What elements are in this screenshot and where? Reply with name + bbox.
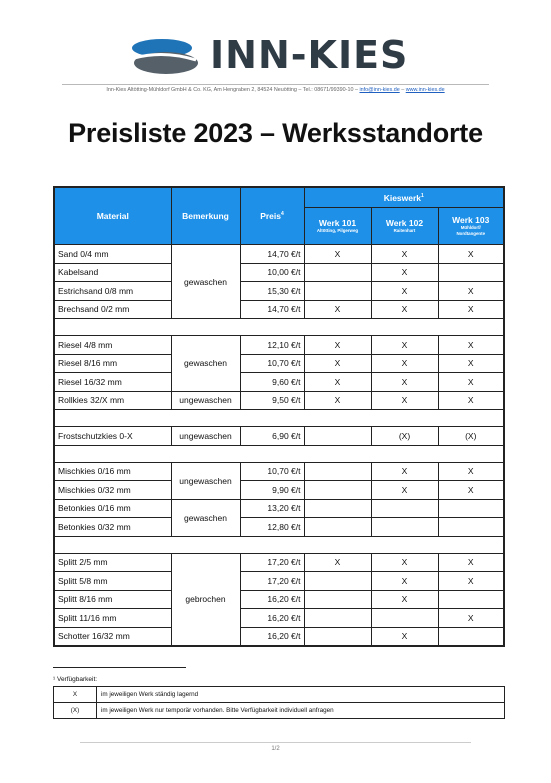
material-cell: Riesel 8/16 mm (54, 354, 171, 373)
price-cell: 16,20 €/t (240, 590, 304, 609)
werk102-cell: X (371, 373, 438, 392)
werk103-cell (438, 590, 504, 609)
price-cell: 6,90 €/t (240, 427, 304, 446)
table-row (54, 336, 504, 355)
werk101-cell (304, 427, 371, 446)
werk103-cell (438, 499, 504, 518)
material-cell: Kabelsand (54, 263, 171, 282)
table-row (54, 373, 504, 392)
table-row (54, 590, 504, 609)
material-cell: Estrichsand 0/8 mm (54, 282, 171, 301)
table-row (54, 553, 504, 572)
price-cell: 17,20 €/t (240, 553, 304, 572)
werk102-cell: X (371, 391, 438, 410)
spacer-cell (54, 410, 504, 427)
werk103-cell: X (438, 245, 504, 264)
page-rule (80, 742, 471, 743)
bemerkung-cell: gewaschen (171, 336, 240, 392)
table-row (54, 499, 504, 518)
header-preis-label: Preis (260, 211, 281, 221)
legend-table (53, 686, 505, 719)
werk101-cell: X (304, 391, 371, 410)
footnote-rule (53, 667, 186, 668)
spacer-cell (54, 319, 504, 336)
legend-symbol: X (54, 687, 97, 703)
material-cell: Betonkies 0/32 mm (54, 518, 171, 537)
werk103-cell: X (438, 300, 504, 319)
price-cell: 10,00 €/t (240, 263, 304, 282)
company-logo (128, 30, 428, 84)
werk102-label: Werk 102 (385, 218, 424, 228)
price-cell: 14,70 €/t (240, 300, 304, 319)
price-cell: 12,80 €/t (240, 518, 304, 537)
material-cell: Rollkies 32/X mm (54, 391, 171, 410)
header-material: Material (54, 187, 171, 245)
werk103-cell: X (438, 481, 504, 500)
bemerkung-cell: ungewaschen (171, 462, 240, 499)
werk102-cell: X (371, 336, 438, 355)
werk103-cell: X (438, 373, 504, 392)
table-row (54, 300, 504, 319)
legend-text: im jeweiligen Werk nur temporär vorhanden. Bitte Verfügbarkeit individuell anfragen (97, 703, 505, 719)
material-cell: Mischkies 0/16 mm (54, 462, 171, 481)
werk102-cell: X (371, 572, 438, 591)
price-table (53, 186, 505, 647)
price-cell: 16,20 €/t (240, 627, 304, 646)
werk101-cell: X (304, 245, 371, 264)
werk103-location-2: Nordtangente (456, 231, 486, 236)
website-link[interactable]: www.inn-kies.de (405, 87, 445, 93)
werk103-cell: X (438, 391, 504, 410)
spacer-cell (54, 536, 504, 553)
werk103-cell (438, 627, 504, 646)
material-cell: Brechsand 0/2 mm (54, 300, 171, 319)
bemerkung-cell: gewaschen (171, 499, 240, 536)
price-cell: 9,60 €/t (240, 373, 304, 392)
price-cell: 10,70 €/t (240, 354, 304, 373)
price-cell: 9,90 €/t (240, 481, 304, 500)
table-row (54, 263, 504, 282)
werk101-cell (304, 590, 371, 609)
pebble-logo-icon (128, 36, 200, 76)
material-cell: Mischkies 0/32 mm (54, 481, 171, 500)
price-cell: 10,70 €/t (240, 462, 304, 481)
table-row (54, 354, 504, 373)
spacer-row (54, 536, 504, 553)
werk103-cell (438, 518, 504, 537)
werk101-label: Werk 101 (318, 218, 357, 228)
material-cell: Frostschutzkies 0-X (54, 427, 171, 446)
header-werk103 (438, 208, 504, 245)
footnote-title: ¹ Verfügbarkeit: (53, 676, 98, 683)
werk102-cell: X (371, 590, 438, 609)
material-cell: Splitt 5/8 mm (54, 572, 171, 591)
price-cell: 14,70 €/t (240, 245, 304, 264)
bemerkung-cell: gewaschen (171, 245, 240, 319)
header-kieswerk-label: Kieswerk (383, 192, 422, 203)
werk102-cell: X (371, 282, 438, 301)
table-row (54, 609, 504, 628)
address-text: Inn-Kies Altötting-Mühldorf GmbH & Co. KG, Am Hengraben 2, 84524 Neuötting – Tel.: 08671/99390-10 – (106, 87, 360, 93)
werk101-cell (304, 462, 371, 481)
spacer-row (54, 445, 504, 462)
material-cell: Splitt 2/5 mm (54, 553, 171, 572)
bemerkung-cell: gebrochen (171, 553, 240, 646)
logo-text: INN-KIES (210, 33, 409, 77)
werk102-cell: (X) (371, 427, 438, 446)
header-kieswerk-sup: 1 (421, 192, 424, 199)
werk102-cell: X (371, 627, 438, 646)
werk103-cell: X (438, 553, 504, 572)
werk103-cell: X (438, 282, 504, 301)
material-cell: Splitt 11/16 mm (54, 609, 171, 628)
company-address (62, 84, 489, 93)
werk101-cell: X (304, 336, 371, 355)
material-cell: Schotter 16/32 mm (54, 627, 171, 646)
price-cell: 13,20 €/t (240, 499, 304, 518)
header-preis (240, 187, 304, 245)
werk101-cell (304, 282, 371, 301)
price-cell: 12,10 €/t (240, 336, 304, 355)
email-link[interactable]: info@inn-kies.de (359, 87, 400, 93)
werk102-cell: X (371, 553, 438, 572)
werk103-cell (438, 263, 504, 282)
spacer-row (54, 410, 504, 427)
werk101-cell (304, 518, 371, 537)
bemerkung-cell: ungewaschen (171, 391, 240, 410)
header-werk101 (304, 208, 371, 245)
header-bemerkung: Bemerkung (171, 187, 240, 245)
header-kieswerk (304, 187, 504, 208)
table-row (54, 462, 504, 481)
material-cell: Splitt 8/16 mm (54, 590, 171, 609)
werk101-location: Altötting, Pilgerweg (316, 228, 359, 233)
werk102-cell (371, 518, 438, 537)
werk103-label: Werk 103 (452, 215, 490, 225)
werk103-cell: (X) (438, 427, 504, 446)
werk101-cell (304, 499, 371, 518)
legend-symbol: (X) (54, 703, 97, 719)
bemerkung-cell: ungewaschen (171, 427, 240, 446)
address-separator: – (399, 87, 406, 93)
table-row (54, 245, 504, 264)
legend-row (54, 687, 505, 703)
werk101-cell (304, 609, 371, 628)
table-row (54, 518, 504, 537)
werk102-cell: X (371, 354, 438, 373)
header-preis-sup: 4 (281, 211, 284, 218)
table-row (54, 481, 504, 500)
material-cell: Riesel 4/8 mm (54, 336, 171, 355)
spacer-row (54, 319, 504, 336)
werk102-cell (371, 499, 438, 518)
table-row (54, 391, 504, 410)
werk101-cell: X (304, 373, 371, 392)
header-werk102 (371, 208, 438, 245)
table-row (54, 572, 504, 591)
werk102-cell: X (371, 263, 438, 282)
table-row (54, 282, 504, 301)
legend-row (54, 703, 505, 719)
page-number: 1/2 (271, 746, 280, 752)
table-row (54, 427, 504, 446)
material-cell: Betonkies 0/16 mm (54, 499, 171, 518)
legend-text: im jeweiligen Werk ständig lagernd (97, 687, 505, 703)
werk102-cell: X (371, 481, 438, 500)
material-cell: Sand 0/4 mm (54, 245, 171, 264)
werk103-cell: X (438, 336, 504, 355)
werk102-cell: X (371, 462, 438, 481)
price-cell: 16,20 €/t (240, 609, 304, 628)
werk103-cell: X (438, 354, 504, 373)
werk102-cell: X (371, 300, 438, 319)
price-table-body (54, 245, 504, 647)
werk101-cell (304, 481, 371, 500)
werk101-cell: X (304, 300, 371, 319)
werk102-cell: X (371, 245, 438, 264)
price-cell: 15,30 €/t (240, 282, 304, 301)
werk101-cell (304, 572, 371, 591)
werk103-cell: X (438, 572, 504, 591)
werk103-cell: X (438, 462, 504, 481)
material-cell: Riesel 16/32 mm (54, 373, 171, 392)
spacer-cell (54, 445, 504, 462)
werk102-location: Raitenhart (393, 228, 416, 233)
price-cell: 17,20 €/t (240, 572, 304, 591)
price-cell: 9,50 €/t (240, 391, 304, 410)
werk101-cell (304, 263, 371, 282)
table-row (54, 627, 504, 646)
werk102-cell (371, 609, 438, 628)
werk103-location-1: Mühldorf/ (460, 225, 481, 230)
werk103-cell: X (438, 609, 504, 628)
werk101-cell: X (304, 354, 371, 373)
page-title: Preisliste 2023 – Werksstandorte (68, 118, 483, 148)
werk101-cell (304, 627, 371, 646)
werk101-cell: X (304, 553, 371, 572)
